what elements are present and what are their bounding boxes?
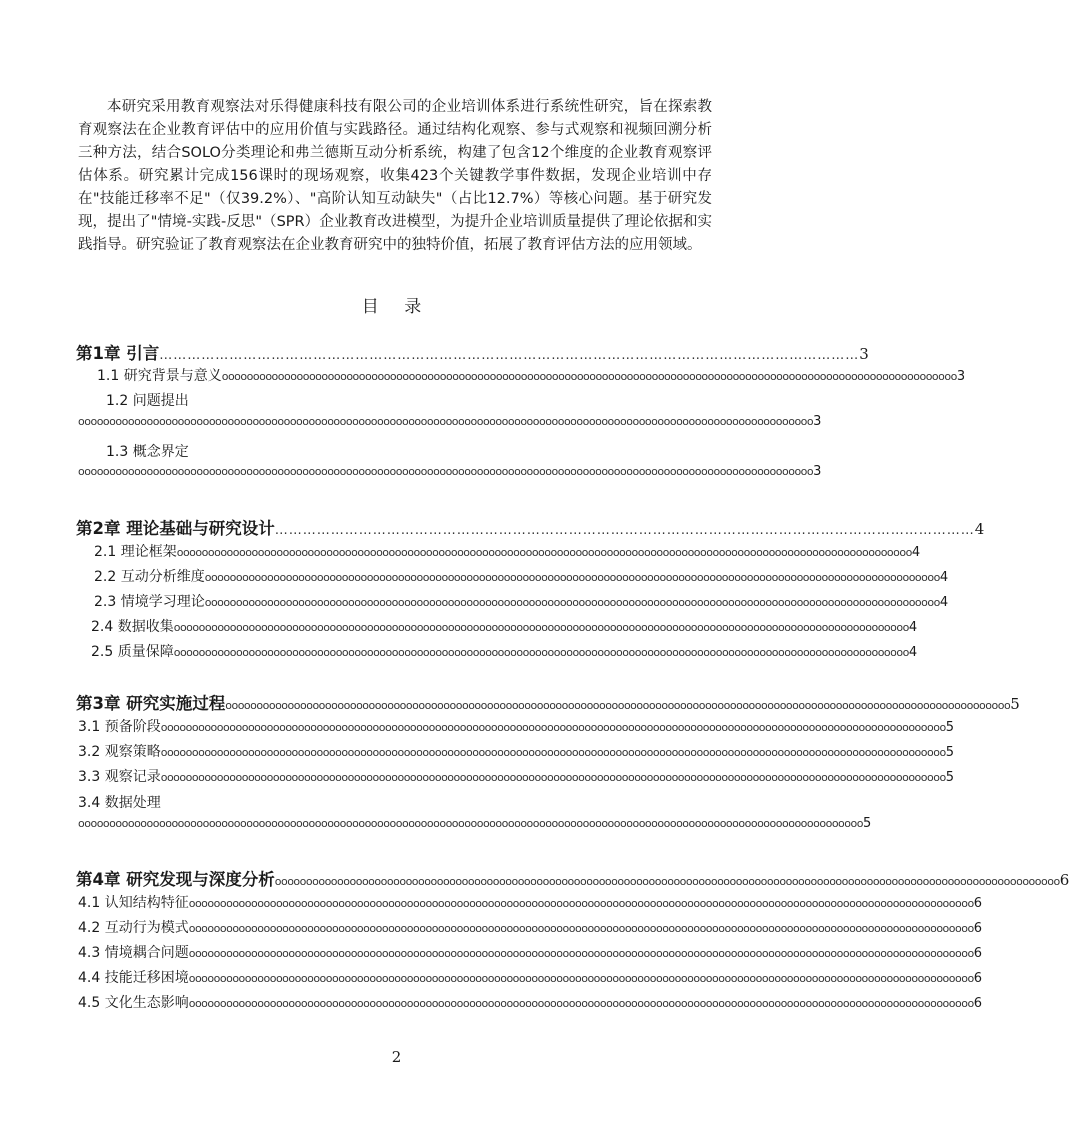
toc-chapter-1[interactable]: 第1章 引言 …………………………………………………………………………………………………………………………………… 3: [76, 340, 712, 364]
toc-section-3-4-leader: oooooooooooooooooooooooooooooooooooooooooooooooooooooooooooooooooooooooooooooooooooooooooooooooooooooooooooooooooooooooooooooo 5: [78, 816, 872, 831]
toc-section-label: 3.2 观察策略: [78, 744, 161, 760]
toc-section-label: 2.1 理论框架: [94, 544, 177, 560]
toc-section-2-2[interactable]: 2.2 互动分析维度 oooooooooooooooooooooooooooooooooooooooooooooooooooooooooooooooooooooooooooooooooooooooooooooooooooooooooooooooooooooo 4: [94, 566, 712, 586]
toc-section-3-3[interactable]: 3.3 观察记录 oooooooooooooooooooooooooooooooooooooooooooooooooooooooooooooooooooooooooooooooooooooooooooooooooooooooooooooooooooooooooooooo 5: [78, 766, 704, 786]
toc-chapter-4[interactable]: 第4章 研究发现与深度分析 oooooooooooooooooooooooooooooooooooooooooooooooooooooooooooooooooooooooooooooooooooooooooooooooooooooooooooooooooooooooooooooo 6: [76, 866, 706, 890]
toc-page-number: 5: [945, 720, 954, 735]
toc-chapter-2[interactable]: 第2章 理论基础与研究设计 …………………………………………………………………………………………………………………………………… 4: [76, 515, 712, 539]
toc-page-number: 4: [911, 545, 921, 560]
toc-section-label: 2.5 质量保障: [91, 644, 174, 660]
toc-section-2-1[interactable]: 2.1 理论框架 oooooooooooooooooooooooooooooooooooooooooooooooooooooooooooooooooooooooooooooooooooooooooooooooooooooooooooooooooooooo 4: [94, 541, 712, 561]
toc-section-4-1[interactable]: 4.1 认知结构特征 oooooooooooooooooooooooooooooooooooooooooooooooooooooooooooooooooooooooooooooooooooooooooooooooooooooooooooooooooooooooooooooo 6: [78, 892, 706, 912]
toc-page-number: 5: [945, 770, 954, 785]
toc-page-number: 4: [974, 520, 985, 538]
toc-chapter-label: 第1章 引言: [76, 344, 160, 363]
toc-section-1-3-leader: oooooooooooooooooooooooooooooooooooooooooooooooooooooooooooooooooooooooooooooooooooooooooooooooooooooooooooooooooooooo 3: [78, 464, 822, 479]
toc-page-number: 6: [1059, 871, 1069, 889]
toc-page-number: 3: [956, 369, 966, 384]
toc-section-1-1[interactable]: 1.1 研究背景与意义 oooooooooooooooooooooooooooooooooooooooooooooooooooooooooooooooooooooooooooooooooooooooooooooooooooooooooooooooooooooo 3: [97, 365, 710, 385]
toc-chapter-label: 第2章 理论基础与研究设计: [76, 519, 275, 538]
toc-page-number: 5: [1010, 695, 1020, 713]
abstract-paragraph: 本研究采用教育观察法对乐得健康科技有限公司的企业培训体系进行系统性研究，旨在探索教育观察法在企业教育评估中的应用价值与实践路径。通过结构化观察、参与式观察和视频回溯分析三种方法，结合SOLO分类理论和弗兰德斯互动分析系统，构建了包含12个维度的企业教育观察评估体系。研究累计完成156课时的现场观察，收集423个关键教学事件数据，发现企业培训中存在"技能迁移率不足"（仅39.2%）、"高阶认知互动缺失"（占比12.7%）等核心问题。基于研究发现，提出了"情境-实践-反思"（SPR）企业教育改进模型，为提升企业培训质量提供了理论依据和实践指导。研究验证了教育观察法在企业教育研究中的独特价值，拓展了教育评估方法的应用领域。: [78, 99, 712, 253]
toc-page-number: 4: [939, 595, 949, 610]
toc-page-number: 6: [973, 896, 982, 911]
toc-section-2-5[interactable]: 2.5 质量保障 oooooooooooooooooooooooooooooooooooooooooooooooooooooooooooooooooooooooooooooooooooooooooooooooooooooooooooooooooooooo 4: [91, 641, 712, 661]
toc-section-2-3[interactable]: 2.3 情境学习理论 oooooooooooooooooooooooooooooooooooooooooooooooooooooooooooooooooooooooooooooooooooooooooooooooooooooooooooooooooooooo 4: [94, 591, 712, 611]
toc-page-number: 4: [908, 645, 918, 660]
toc-section-3-2[interactable]: 3.2 观察策略 oooooooooooooooooooooooooooooooooooooooooooooooooooooooooooooooooooooooooooooooooooooooooooooooooooooooooooooooooooooooooooooo 5: [78, 741, 704, 761]
toc-section-label: 4.5 文化生态影响: [78, 995, 189, 1011]
toc-chapter-label: 第4章 研究发现与深度分析: [76, 870, 275, 889]
toc-section-label: 3.3 观察记录: [78, 769, 161, 785]
toc-chapter-label: 第3章 研究实施过程: [76, 694, 226, 713]
toc-section-3-1[interactable]: 3.1 预备阶段 oooooooooooooooooooooooooooooooooooooooooooooooooooooooooooooooooooooooooooooooooooooooooooooooooooooooooooooooooooooooooooooo 5: [78, 716, 704, 736]
toc-section-label: 2.4 数据收集: [91, 619, 174, 635]
toc-section-label: 2.2 互动分析维度: [94, 569, 205, 585]
toc-section-2-4[interactable]: 2.4 数据收集 oooooooooooooooooooooooooooooooooooooooooooooooooooooooooooooooooooooooooooooooooooooooooooooooooooooooooooooooooooooo 4: [91, 616, 712, 636]
toc-page-number: 3: [813, 464, 822, 479]
toc-section-label: 2.3 情境学习理论: [94, 594, 205, 610]
toc-section-4-5[interactable]: 4.5 文化生态影响 oooooooooooooooooooooooooooooooooooooooooooooooooooooooooooooooooooooooooooooooooooooooooooooooooooooooooooooooooooooooooooooo 6: [78, 992, 706, 1012]
toc-section-label: 4.4 技能迁移困境: [78, 970, 189, 986]
toc-chapter-3[interactable]: 第3章 研究实施过程 oooooooooooooooooooooooooooooooooooooooooooooooooooooooooooooooooooooooooooooooooooooooooooooooooooooooooooooooooooooooooooooo 5: [76, 690, 712, 714]
toc-section-4-3[interactable]: 4.3 情境耦合问题 oooooooooooooooooooooooooooooooooooooooooooooooooooooooooooooooooooooooooooooooooooooooooooooooooooooooooooooooooooooooooooooo 6: [78, 942, 706, 962]
toc-title: 目 录: [361, 297, 432, 317]
toc-section-label: 4.3 情境耦合问题: [78, 945, 189, 961]
toc-section-3-4-label[interactable]: 3.4 数据处理: [78, 795, 161, 811]
toc-page-number: 6: [973, 971, 982, 986]
toc-page-number: 6: [973, 996, 982, 1011]
toc-page-number: 3: [859, 345, 869, 363]
toc-page-number: 3: [813, 414, 822, 429]
page-number: 2: [391, 1048, 402, 1066]
toc-section-label: 3.1 预备阶段: [78, 719, 161, 735]
toc-page-number: 5: [862, 816, 872, 831]
toc-page-number: 6: [973, 946, 982, 961]
toc-section-1-2-label[interactable]: 1.2 问题提出: [106, 393, 189, 409]
toc-section-4-4[interactable]: 4.4 技能迁移困境 oooooooooooooooooooooooooooooooooooooooooooooooooooooooooooooooooooooooooooooooooooooooooooooooooooooooooooooooooooooooooooooo 6: [78, 967, 706, 987]
toc-section-label: 4.2 互动行为模式: [78, 920, 189, 936]
toc-page-number: 4: [908, 620, 918, 635]
toc-section-1-3-label[interactable]: 1.3 概念界定: [106, 444, 189, 460]
toc-section-label: 1.1 研究背景与意义: [97, 368, 222, 384]
toc-page-number: 6: [973, 921, 982, 936]
toc-page-number: 5: [945, 745, 954, 760]
toc-section-label: 4.1 认知结构特征: [78, 895, 189, 911]
toc-section-4-2[interactable]: 4.2 互动行为模式 oooooooooooooooooooooooooooooooooooooooooooooooooooooooooooooooooooooooooooooooooooooooooooooooooooooooooooooooooooooooooooooo 6: [78, 917, 706, 937]
toc-page-number: 4: [939, 570, 949, 585]
toc-section-1-2-leader: oooooooooooooooooooooooooooooooooooooooooooooooooooooooooooooooooooooooooooooooooooooooooooooooooooooooooooooooooooooo 3: [78, 414, 822, 429]
